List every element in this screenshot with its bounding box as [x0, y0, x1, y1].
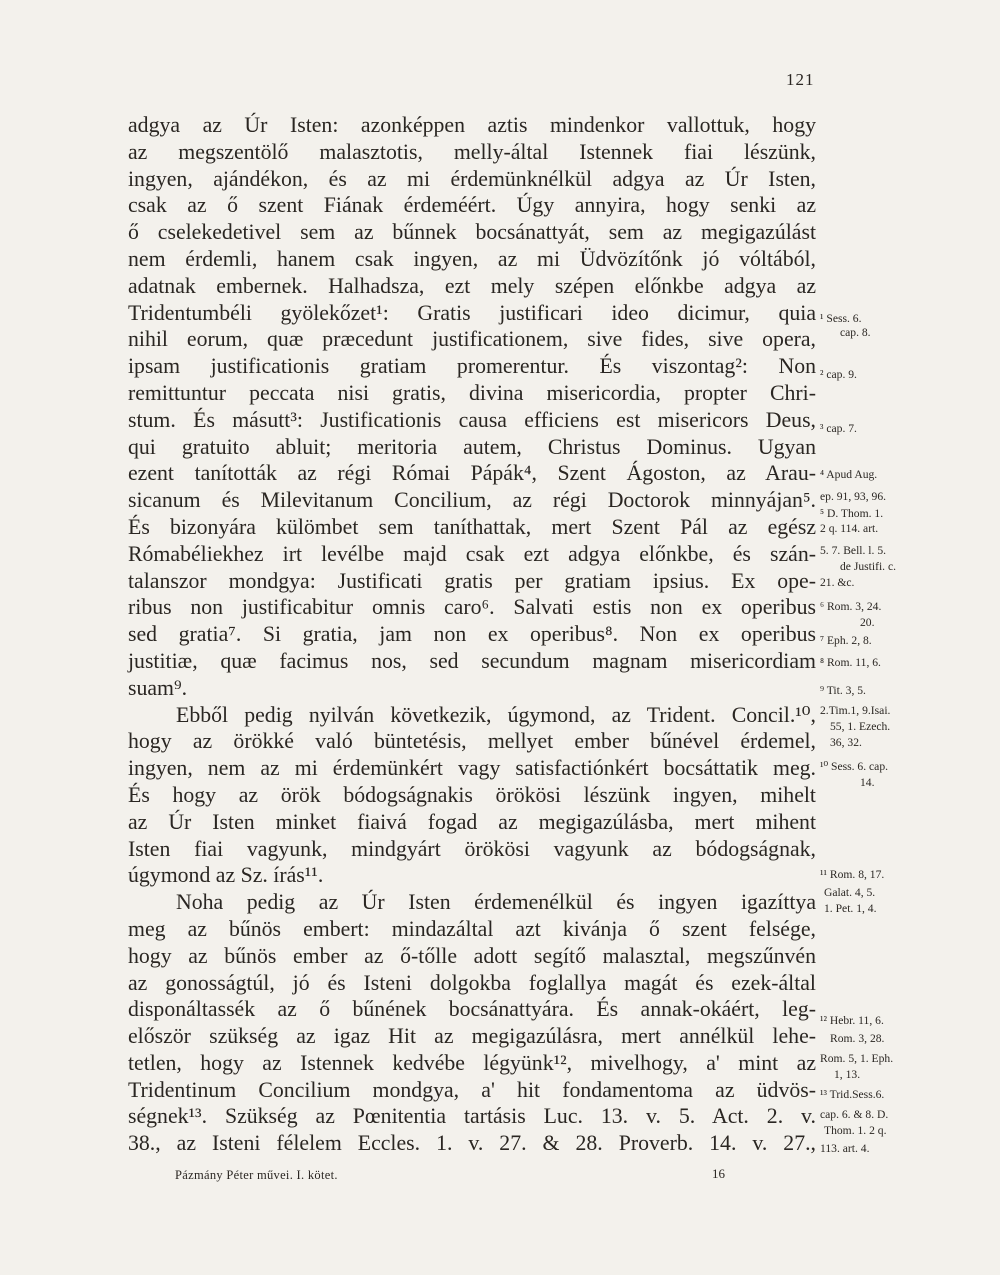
marginal-note: 5. 7. Bell. l. 5.: [820, 544, 887, 557]
text-line: nem érdemli, hanem csak ingyen, az mi Üdvözítőnk jó vóltából,: [128, 246, 816, 271]
marginal-note: Rom. 5, 1. Eph.: [820, 1052, 894, 1065]
text-line: csak az ő szent Fiának érdeméért. Úgy annyira, hogy senki az: [128, 193, 816, 218]
marginal-note: 2.Tim.1, 9.Isai.: [820, 704, 891, 717]
text-line: ingyen, ajándékon, és az mi érdemünknélkül adgya az Úr Isten,: [128, 166, 816, 191]
marginal-note: ² cap. 9.: [820, 368, 857, 381]
text-line: Isten fiai vagyunk, mindgyárt örökösi vagyunk az bódogságnak,: [128, 836, 816, 861]
text-line: justitiæ, quæ facimus nos, sed secundum magnam misericordiam: [128, 648, 816, 673]
marginal-note: 14.: [860, 776, 875, 789]
marginal-note: ep. 91, 93, 96.: [820, 490, 887, 503]
marginal-note: 1, 13.: [834, 1068, 861, 1081]
text-line: nihil eorum, quæ præcedunt justificationem, sive fides, sive opera,: [128, 327, 816, 352]
marginal-note: ⁶ Rom. 3, 24.: [820, 600, 882, 613]
text-line: ezent tanították az régi Római Pápák⁴, Szent Ágoston, az Arau-: [128, 461, 816, 486]
text-line: disponáltassék az ő bűnének bocsánattyára. És annak-okáért, leg-: [128, 997, 816, 1022]
footer-signature: 16: [712, 1166, 725, 1181]
marginal-note: ⁸ Rom. 11, 6.: [820, 656, 881, 669]
marginal-note: ¹⁰ Sess. 6. cap.: [820, 760, 889, 773]
text-line: az gonosságtúl, jó és Isteni dolgokba foglallya magát és ezek-által: [128, 970, 816, 995]
marginal-note: 36, 32.: [830, 736, 862, 749]
marginal-note: 20.: [860, 616, 875, 629]
marginal-note: Galat. 4, 5.: [824, 886, 876, 899]
text-line: qui gratuito abluit; meritoria autem, Christus Dominus. Ugyan: [128, 434, 816, 459]
text-line: Tridentinum Concilium mondgya, a' hit fondamentoma az üdvös-: [128, 1077, 816, 1102]
marginal-note: 55, 1. Ezech.: [830, 720, 891, 733]
marginal-note: Thom. 1. 2 q.: [824, 1124, 887, 1137]
text-line: Ebből pedig nyilván következik, úgymond, az Trident. Concil.¹⁰,: [176, 702, 816, 727]
marginal-note: ¹ Sess. 6.: [820, 312, 862, 325]
marginal-note: ¹² Hebr. 11, 6.: [820, 1014, 884, 1027]
text-line: adgya az Úr Isten: azonképpen aztis mindenkor vallottuk, hogy: [128, 113, 816, 137]
text-line: Rómabéliekhez irt levélbe majd csak ezt adgya előnkbe, és szán-: [128, 541, 816, 566]
text-line: ségnek¹³. Szükség az Pœnitentia tartásis Luc. 13. v. 5. Act. 2. v.: [128, 1104, 816, 1129]
marginal-note: ¹¹ Rom. 8, 17.: [820, 868, 885, 881]
marginal-note: de Justifi. c.: [840, 560, 897, 573]
text-line: adatnak embernek. Halhadsza, ezt mely szépen előnkbe adgya az: [128, 273, 816, 298]
text-line: És bizonyára külömbet sem taníthattak, mert Szent Pál az egész: [128, 514, 816, 539]
text-line: Tridentumbéli gyölekőzet¹: Gratis justificari ideo dicimur, quia: [128, 300, 816, 325]
marginal-note: Rom. 3, 28.: [830, 1032, 885, 1045]
text-line: hogy az bűnös ember az ő-tőlle adott segítő malasztal, megszűnvén: [128, 943, 816, 968]
marginal-note: ⁷ Eph. 2, 8.: [820, 634, 872, 647]
text-line: Noha pedig az Úr Isten érdemenélkül és ingyen igazíttya: [176, 890, 816, 915]
text-line: talanszor mondgya: Justificati gratis per gratiam ipsius. Ex ope-: [128, 568, 816, 593]
marginal-note: 2 q. 114. art.: [820, 522, 879, 535]
marginal-note: cap. 8.: [840, 326, 871, 339]
marginal-note: ⁹ Tit. 3, 5.: [820, 684, 866, 697]
text-line: És hogy az örök bódogságnakis örökösi lészünk ingyen, mihelt: [128, 782, 816, 807]
marginal-note: 21. &c.: [820, 576, 855, 589]
main-text: [128, 112, 816, 1157]
text-line: ingyen, nem az mi érdemünkért vagy satisfactiónkért bocsáttatik meg.: [128, 756, 816, 781]
text-line: hogy az örökké való büntetésis, mellyet ember bűnével érdemel,: [128, 729, 816, 754]
text-line: először szükség az igaz Hit az megigazúlásra, mert annélkül lehe-: [128, 1024, 816, 1049]
text-line: 38., az Isteni félelem Eccles. 1. v. 27. & 28. Proverb. 14. v. 27.,: [128, 1131, 816, 1156]
marginal-note: ¹³ Trid.Sess.6.: [820, 1088, 885, 1101]
text-line: stum. És másutt³: Justificationis causa efficiens est misericors Deus,: [128, 407, 816, 432]
page-number: 121: [786, 70, 815, 89]
marginal-note: ⁵ D. Thom. 1.: [820, 507, 884, 520]
marginal-note: ³ cap. 7.: [820, 422, 857, 435]
text-line: ipsam justificationis gratiam promerentur. És viszontag²: Non: [128, 354, 816, 379]
text-line: az megszentölő malasztotis, melly-által Istennek fiai lészünk,: [128, 139, 816, 164]
text-line: az Úr Isten minket fiaivá fogad az megigazúlásba, mert mihent: [128, 809, 816, 834]
marginal-note: 113. art. 4.: [820, 1142, 870, 1155]
footer-book-title: Pázmány Péter művei. I. kötet.: [175, 1168, 338, 1182]
text-line: sicanum és Milevitanum Concilium, az régi Doctorok minnyájan⁵.: [128, 488, 816, 513]
marginal-note: cap. 6. & 8. D.: [820, 1108, 889, 1121]
text-line: meg az bűnös embert: mindazáltal azt kivánja ő szent felsége,: [128, 916, 816, 941]
text-line: ő cselekedetivel sem az bűnnek bocsánattyát, sem az megigazúlást: [128, 220, 816, 245]
text-line: úgymond az Sz. írás¹¹.: [128, 863, 324, 888]
marginal-note: 1. Pet. 1, 4.: [824, 902, 877, 915]
text-line: tetlen, hogy az Istennek kedvébe légyünk¹², mivelhogy, a' mint az: [128, 1050, 816, 1075]
marginal-note: ⁴ Apud Aug.: [820, 468, 878, 481]
text-line: sed gratia⁷. Si gratia, jam non ex operibus⁸. Non ex operibus: [128, 622, 816, 647]
text-line: remittuntur peccata nisi gratis, divina misericordia, propter Chri-: [128, 380, 816, 405]
text-line: ribus non justificabitur omnis caro⁶. Salvati estis non ex operibus: [128, 595, 816, 620]
text-line: suam⁹.: [128, 675, 188, 700]
